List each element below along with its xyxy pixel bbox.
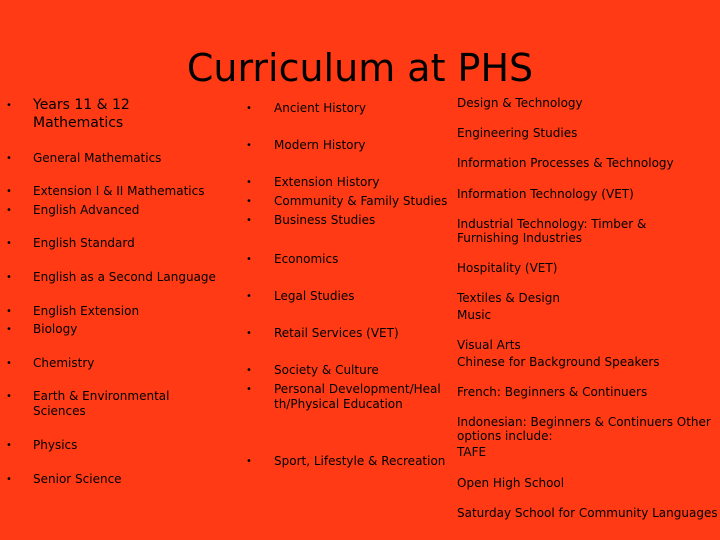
list-item: Modern History [274, 138, 366, 152]
list-item: Personal Development/Health/Physical Education [274, 382, 441, 411]
bullet: • [6, 440, 12, 451]
bullet: • [246, 291, 252, 302]
list-item: Society & Culture [274, 363, 379, 377]
list-item: Textiles & Design [457, 291, 560, 305]
list-item: Indonesian: Beginners & Continuers Other options include: [457, 415, 711, 443]
bullet: • [246, 365, 252, 376]
list-item: Extension History [274, 175, 380, 189]
list-item: Business Studies [274, 213, 376, 227]
list-item: Earth & Environmental Sciences [33, 389, 170, 418]
list-item: Chinese for Background Speakers [457, 355, 660, 369]
list-item: Retail Services (VET) [274, 326, 399, 340]
bullet: • [6, 100, 12, 111]
list-item: English as a Second Language [33, 270, 216, 284]
list-item: Economics [274, 252, 339, 266]
list-item: Sport, Lifestyle & Recreation [274, 454, 446, 468]
bullet: • [6, 474, 12, 485]
page-title: Curriculum at PHS [186, 46, 534, 90]
list-item: Ancient History [274, 101, 366, 115]
list-item: Engineering Studies [457, 126, 578, 140]
bullet: • [246, 456, 252, 467]
list-item: English Standard [33, 236, 135, 250]
bullet: • [246, 328, 252, 339]
bullet: • [6, 186, 12, 197]
list-item: English Extension [33, 304, 140, 318]
list-item: French: Beginners & Continuers [457, 385, 648, 399]
list-item: Information Technology (VET) [457, 187, 634, 201]
list-item: Community & Family Studies [274, 194, 448, 208]
bullet: • [246, 196, 252, 207]
list-item: Extension I & II Mathematics [33, 184, 205, 198]
list-item: Visual Arts [457, 338, 521, 352]
bullet: • [6, 205, 12, 216]
bullet: • [6, 272, 12, 283]
bullet: • [6, 358, 12, 369]
list-item: Physics [33, 438, 78, 452]
bullet: • [246, 254, 252, 265]
bullet: • [6, 306, 12, 317]
list-item: Legal Studies [274, 289, 355, 303]
list-item: Biology [33, 322, 78, 336]
list-item: Chemistry [33, 356, 95, 370]
list-item: Music [457, 308, 492, 322]
bullet: • [246, 215, 252, 226]
list-item: English Advanced [33, 203, 140, 217]
bullet: • [246, 140, 252, 151]
list-item: Saturday School for Community Languages [457, 506, 718, 520]
list-item: Design & Technology [457, 96, 583, 110]
bullet: • [246, 103, 252, 114]
bullet: • [6, 391, 12, 402]
list-item: Information Processes & Technology [457, 156, 674, 170]
list-item: Open High School [457, 476, 565, 490]
bullet: • [6, 324, 12, 335]
bullet: • [6, 238, 12, 249]
list-item: Industrial Technology: Timber & Furnishing Industries [457, 217, 647, 245]
bullet: • [246, 177, 252, 188]
list-item: Hospitality (VET) [457, 261, 558, 275]
bullet: • [6, 153, 12, 164]
list-item: Senior Science [33, 472, 122, 486]
list-item: Years 11 & 12 Mathematics [33, 97, 130, 131]
bullet: • [246, 384, 252, 395]
list-item: TAFE [457, 445, 487, 459]
list-item: General Mathematics [33, 151, 162, 165]
